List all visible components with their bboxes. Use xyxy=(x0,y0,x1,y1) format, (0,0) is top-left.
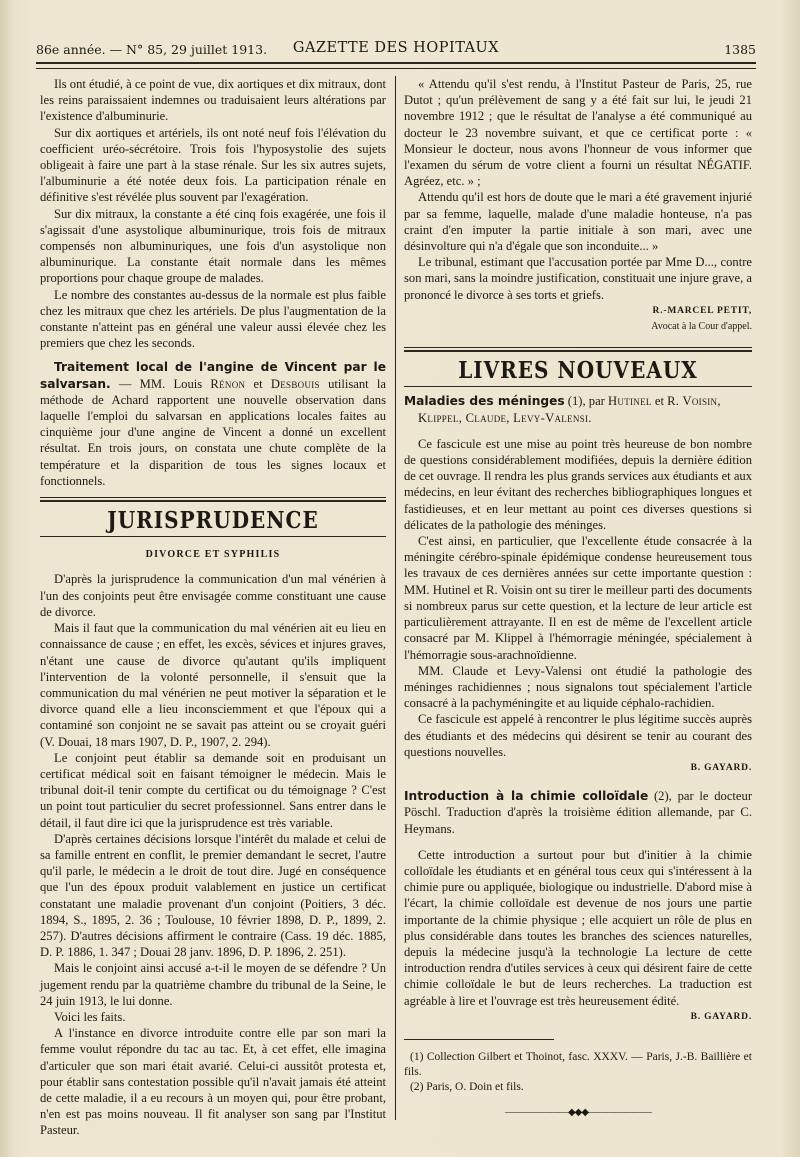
paragraph: A l'instance en divorce introduite contre elle par son mari la femme voulut répondre du tac au tac. Et, à cet effet, elle imagina d'articuler que son mari était avarié. Celui-ci aussitôt protesta et, pour établir sans contestation possible qu'il n'avait jamais été atteint de cette maladie, il a eu recours à un moyen qui, pour être probant, n'en est pas moins nouveau. Il fit analyser son sang par l'Institut Pasteur. xyxy=(40,1026,386,1138)
text-span: — MM. Louis xyxy=(118,376,211,391)
author-name: Rénon xyxy=(210,376,246,391)
paragraph: Voici les faits. xyxy=(54,1009,126,1024)
paragraph: C'est ainsi, en particulier, que l'excellente étude consacrée à la méningite cérébro-spinale épidémique condense heureusement tous les travaux de ces dernières années sur cette importante question : MM. Hutinel et R. Voisin ont su tirer le meilleur parti des documents si nombreux parus sur cette question, et la lecture de leur article est particulièrement attrayante. Il en est de même de l'excellent article consacré par M. Klippel à l'hémorragie méningée, spécialement à l'hémorragie sous-arachnoïdienne. xyxy=(404,534,752,662)
paragraph: Sur dix mitraux, la constante a été cinq fois exagérée, une fois il s'agissait d'une asystolique albuminurique, trois fois de mitraux compensés non albuminuriques, une fois d'un asystolique non albuminurique. La constante était normale dans les mêmes proportions pour chaque groupe de malades. xyxy=(40,206,386,286)
page-header xyxy=(36,38,756,58)
text-span: et xyxy=(245,376,271,391)
right-column xyxy=(404,76,752,1121)
paragraph: Ce fascicule est une mise au point très heureuse de bon nombre de questions considérablement modifiées, depuis la dernière édition de cet ouvrage. Il rendra les plus grands services aux étudiants et aux médecins, en leur évitant des recherches bibliographiques longues et fastidieuses, et en leur mettant au point ces diverses questions si délicates de la pathologie des méninges. xyxy=(404,436,752,532)
issue-info: 86e année. — N° 85, 29 juillet 1913. xyxy=(36,42,268,57)
text-span: et xyxy=(651,394,668,409)
paragraph: D'après certaines décisions lorsque l'intérêt du malade et celui de sa famille entrent en conflit, le premier demandant le secret, l'autre qu'il parle, le médecin a le droit de tout dire. Jugé en conséquence que l'un des époux produit valablement en justice un certificat constatant une maladie provenant d'un conjoint (Poitiers, 3 déc. 1894, S., 1895, 2. 36 ; Toulouse, 10 février 1898, D. P., 1899, 2. 257). D'autres décisions affirment le contraire (Cass. 19 déc. 1885, D. P. 1886, 1. 347 ; Douai 28 janv. 1896, D. P. 1896, 2. 251). xyxy=(40,831,386,960)
paragraph: Sur dix aortiques et artériels, ils ont noté neuf fois l'élévation du coefficient uréo-sécrétoire. Trois fois l'hyposystolie des sujets obligeait à faire une part à la stase rénale. Sur les six autres sujets, l'albuminurie a été notée deux fois. La participation rénale en définitive s'est révélée plus souvent par l'exagération. xyxy=(40,125,386,205)
book-title: Introduction à la chimie colloïdale xyxy=(404,789,649,804)
book-entry-2 xyxy=(404,788,752,837)
text-span: (2), par le docteur Pöschl. Traduction d'après la troisième édition allemande, par C. Heymans. xyxy=(404,789,753,836)
section-heading-livres: LIVRES NOUVEAUX xyxy=(458,356,698,385)
paragraph: MM. Claude et Levy-Valensi ont étudié la pathologie des méninges rachidiennes ; nous signalons tout spécialement l'article consacré à la pachyméningite et au liquide céphalo-rachidien. xyxy=(404,663,752,711)
paragraph: Cette introduction a surtout pour but d'initier à la chimie colloïdale les étudiants et en général tous ceux qui s'intéressent à la chimie pure ou appliquée, biologique ou industrielle. D'abord mise à l'écart, la chimie colloïdale est devenue de nos jours une partie importante de la chimie physique ; elle acquiert un rôle de plus en plus considérable dans toutes les branches des sciences naturelles, depuis la médecine jusqu'à la technologie La lecture de cette introduction rendra d'utiles services à ceux qui désirent faire de cette chimie colloïdale le but de leurs recherches. La traduction est agréable à lire et l'ouvrage est très heureusement édité. xyxy=(404,847,752,1008)
author-name: R. Voisin, xyxy=(667,394,721,409)
paragraph: Ce fascicule est appelé à rencontrer le plus légitime succès auprès des étudiants et des médecins qui désirent se tenir au courant des questions nouvelles. xyxy=(404,712,752,759)
review-signature: B. GAYARD. xyxy=(690,1011,752,1022)
text-span: utilisant la méthode de Achard rapportent une nouvelle observation dans laquelle l'emploi du salvarsan en applications locales faites au cinquième jour d'une angine de Vincent a donné un excellent résultat. En trois jours, on constata une chute complète de la température et la disparition de tous les signes locaux et fonctionnels. xyxy=(40,376,387,488)
paragraph: Mais il faut que la communication du mal vénérien ait eu lieu en connaissance de cause ; en effet, les excès, sévices et injures graves, n'étant une cause de divorce qu'autant qu'ils impliquent l'intervention de la volonté personnelle, il s'ensuit que la communication du mal vénérien ne peut motiver la séparation et le divorce quand elle a lieu inconsciemment et que l'époux qui a contaminé son conjoint ne se savait pas atteint ou se croyait guéri (V. Douai, 18 mars 1907, D. P., 1907, 2. 294). xyxy=(40,621,386,749)
book-entry-1 xyxy=(404,393,752,425)
paragraph: Le tribunal, estimant que l'accusation portée par Mme D..., contre son mari, sans la moindre justification, constituait une injure grave, a prononcé le divorce à ses torts et griefs. xyxy=(404,255,752,302)
paragraph: « Attendu qu'il s'est rendu, à l'Institut Pasteur de Paris, 25, rue Dutot ; qu'un prélèvement de sang y a été fait sur lui, le jeudi 21 novembre 1912 ; que le résultat de l'analyse a été communiqué au docteur le 23 novembre suivant, et que ce certificat porte : « Monsieur le docteur, nous avons l'honneur de vous informer que l'examen du sérum de votre client a fourni un résultat NÉGATIF. Agréez, etc. » ; xyxy=(404,77,752,189)
paragraph: Mais le conjoint ainsi accusé a-t-il le moyen de se défendre ? Un jugement rendu par la quatrième chambre du tribunal de la Seine, le 24 juin 1913, le lui donne. xyxy=(40,961,386,1008)
subheading: DIVORCE ET SYPHILIS xyxy=(145,549,281,561)
ornament-rule-icon: ———————◆◆◆——————— xyxy=(504,1106,652,1118)
book-title: Maladies des méninges xyxy=(404,394,565,409)
paragraph: Ils ont étudié, à ce point de vue, dix aortiques et dix mitraux, dont les reins paraissaient indemnes ou traduisaient leurs altérations par l'existence d'albuminurie. xyxy=(40,77,386,124)
journal-title: GAZETTE DES HOPITAUX xyxy=(292,40,500,56)
header-rule-top xyxy=(36,62,756,64)
vincent-paragraph xyxy=(40,359,386,489)
section-rule xyxy=(404,347,752,352)
page-number: 1385 xyxy=(724,42,756,57)
section-heading-jurisprudence: JURISPRUDENCE xyxy=(107,506,319,534)
paragraph: Attendu qu'il est hors de doute que le mari a été gravement injurié par sa femme, laquelle, malade d'une maladie honteuse, n'a pas craint d'en imputer la partie initiale à son mari, avec une désinvolture qui n'a d'égale que son inconduite... » xyxy=(404,190,752,254)
paragraph: Le conjoint peut établir sa demande soit en produisant un certificat médical soit en faisant témoigner le médecin. Mais le tribunal doit-il tenir compte du certificat ou du témoignage ? C'est un point tout particulier du secret professionnel. Sans entrer dans le détail, il faut dire ici que la jurisprudence est très variable. xyxy=(40,750,386,830)
author-name: Klippel, Claude, Levy-Valensi. xyxy=(418,410,592,425)
footnote-rule xyxy=(404,1039,554,1040)
header-rule-bottom xyxy=(36,68,756,69)
section-rule xyxy=(404,386,752,387)
section-rule xyxy=(40,536,386,537)
author-name: Hutinel xyxy=(608,394,652,409)
column-divider xyxy=(395,76,396,1120)
footnote: (2) Paris, O. Doin et fils. xyxy=(410,1080,524,1093)
author-name: Desbouis xyxy=(270,376,320,391)
signature-title: Avocat à la Cour d'appel. xyxy=(651,321,752,333)
review-signature: B. GAYARD. xyxy=(690,762,752,773)
section-rule xyxy=(40,497,386,502)
paragraph: D'après la jurisprudence la communication d'un mal vénérien à l'un des conjoints peut être envisagée comme constituant une cause de divorce. xyxy=(40,572,386,619)
signature-name: R.-MARCEL PETIT, xyxy=(652,305,752,316)
paragraph: Le nombre des constantes au-dessus de la normale est plus faible chez les mitraux que chez les artériels. De plus l'augmentation de la constante n'atteint pas en général une valeur aussi élevée chez les premiers que chez les seconds. xyxy=(40,287,386,351)
footnotes xyxy=(404,1050,752,1095)
vincent-title: Traitement local de l'angine de Vincent par le salvarsan. xyxy=(40,360,386,391)
text-span: (1), par xyxy=(564,394,609,409)
footnote: (1) Collection Gilbert et Thoinot, fasc. XXXV. — Paris, J.-B. Baillière et fils. xyxy=(404,1050,752,1078)
left-column xyxy=(40,76,386,1139)
